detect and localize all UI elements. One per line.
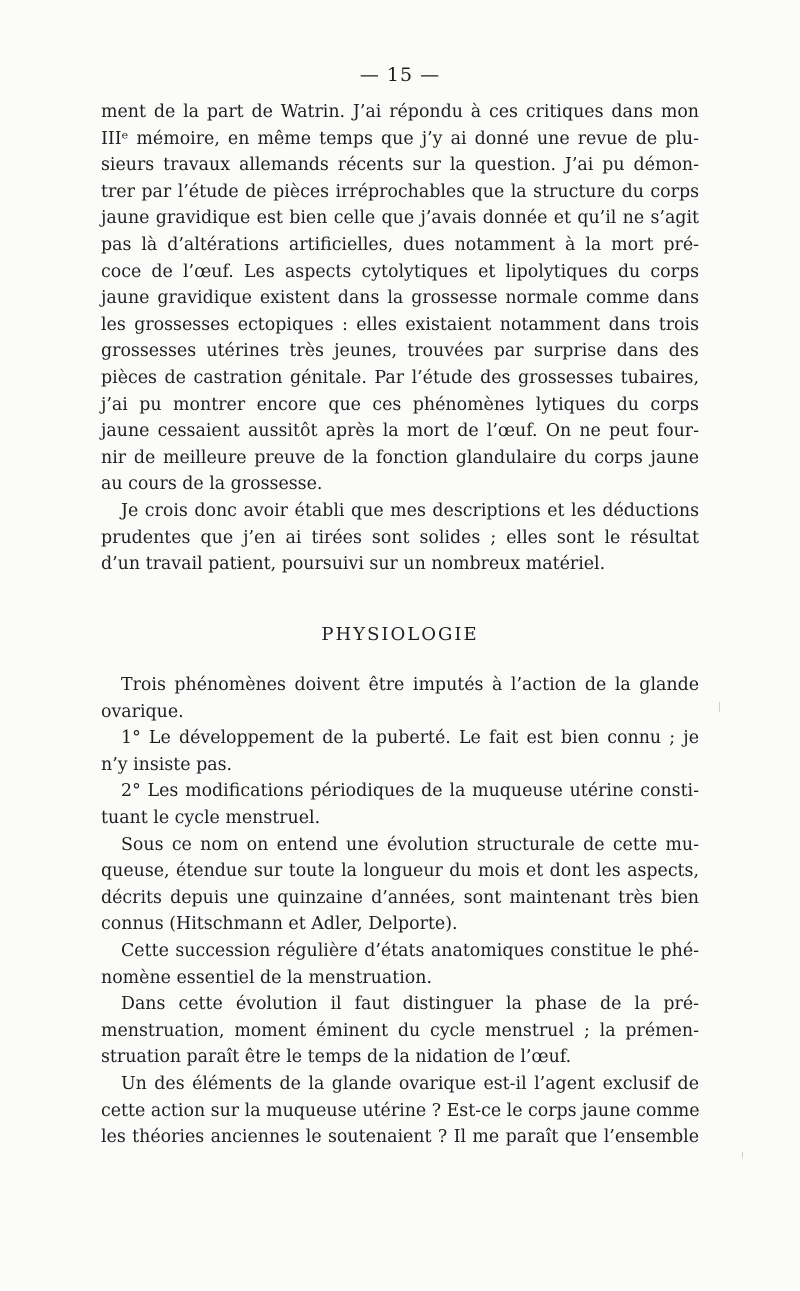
text-line: nomène essentiel de la menstruation. [101,967,432,988]
text-line: j’ai pu montrer encore que ces phénomènes lytiques du corps [101,394,699,415]
text-line: connus (Hitschmann et Adler, Delporte). [101,914,458,935]
text-line: d’un travail patient, poursuivi sur un nombreux matériel. [101,554,606,575]
text-line: struation paraît être le temps de la nidation de l’œuf. [101,1047,572,1068]
text-line: tuant le cycle menstruel. [101,807,321,828]
page-number: — 15 — [359,64,441,86]
text-line: jaune cessaient aussitôt après la mort de l’œuf. On ne peut four- [101,421,699,442]
text-line: nir de meilleure preuve de la fonction glandulaire du corps jaune [101,447,699,468]
text-line: queuse, étendue sur toute la longueur du mois et dont les aspects, [101,861,699,882]
text-line: jaune gravidique est bien celle que j’avais donnée et qu’il ne s’agit [101,208,699,229]
text-line: coce de l’œuf. Les aspects cytolytiques et lipolytiques du corps [101,261,699,282]
text-line: les théories anciennes le soutenaient ? Il me paraît que l’ensemble [101,1127,699,1148]
text-line: décrits depuis une quinzaine d’années, sont maintenant très bien [101,887,699,908]
text-line: n’y insiste pas. [101,754,233,775]
body-text-section-a [101,99,699,578]
text-line: prudentes que j’en ai tirées sont solides ; elles sont le résultat [101,527,699,548]
text-line: Un des éléments de la glande ovarique est-il l’agent exclusif de [121,1073,699,1094]
text-line: Sous ce nom on entend une évolution structurale de cette mu- [121,834,699,855]
text-line: jaune gravidique existent dans la grossesse normale comme dans [101,288,699,309]
paper-mark [719,702,720,712]
text-line: les grossesses ectopiques : elles existaient notamment dans trois [101,314,699,335]
text-line: sieurs travaux allemands récents sur la question. J’ai pu démon- [101,155,699,176]
text-line: ment de la part de Watrin. J’ai répondu à ces critiques dans mon [101,102,699,122]
text-line: grossesses utérines très jeunes, trouvées par surprise dans des [101,341,699,362]
text-line: pièces de castration génitale. Par l’étude des grossesses tubaires, [101,367,699,388]
body-text-section-b [101,672,699,1151]
text-line: Je crois donc avoir établi que mes descriptions et les déductions [121,500,699,521]
text-line: au cours de la grossesse. [101,474,323,495]
text-line: IIIᵉ mémoire, en même temps que j’y ai donné une revue de plu- [101,128,699,149]
text-line: Dans cette évolution il faut distinguer la phase de la pré- [121,994,699,1015]
text-line: 1° Le développement de la puberté. Le fait est bien connu ; je [121,728,699,749]
text-line: Trois phénomènes doivent être imputés à l’action de la glande [121,675,699,695]
text-line: ovarique. [101,701,184,722]
section-heading: PHYSIOLOGIE [321,624,479,645]
text-line: pas là d’altérations artificielles, dues notamment à la mort pré- [101,234,699,255]
text-line: 2° Les modifications périodiques de la muqueuse utérine consti- [121,781,699,802]
text-line: trer par l’étude de pièces irréprochables que la structure du corps [101,181,699,202]
text-line: menstruation, moment éminent du cycle menstruel ; la prémen- [101,1020,699,1041]
text-line: Cette succession régulière d’états anatomiques constitue le phé- [121,940,699,961]
text-line: cette action sur la muqueuse utérine ? Est-ce le corps jaune comme [101,1100,700,1121]
paper-mark [742,1152,743,1158]
